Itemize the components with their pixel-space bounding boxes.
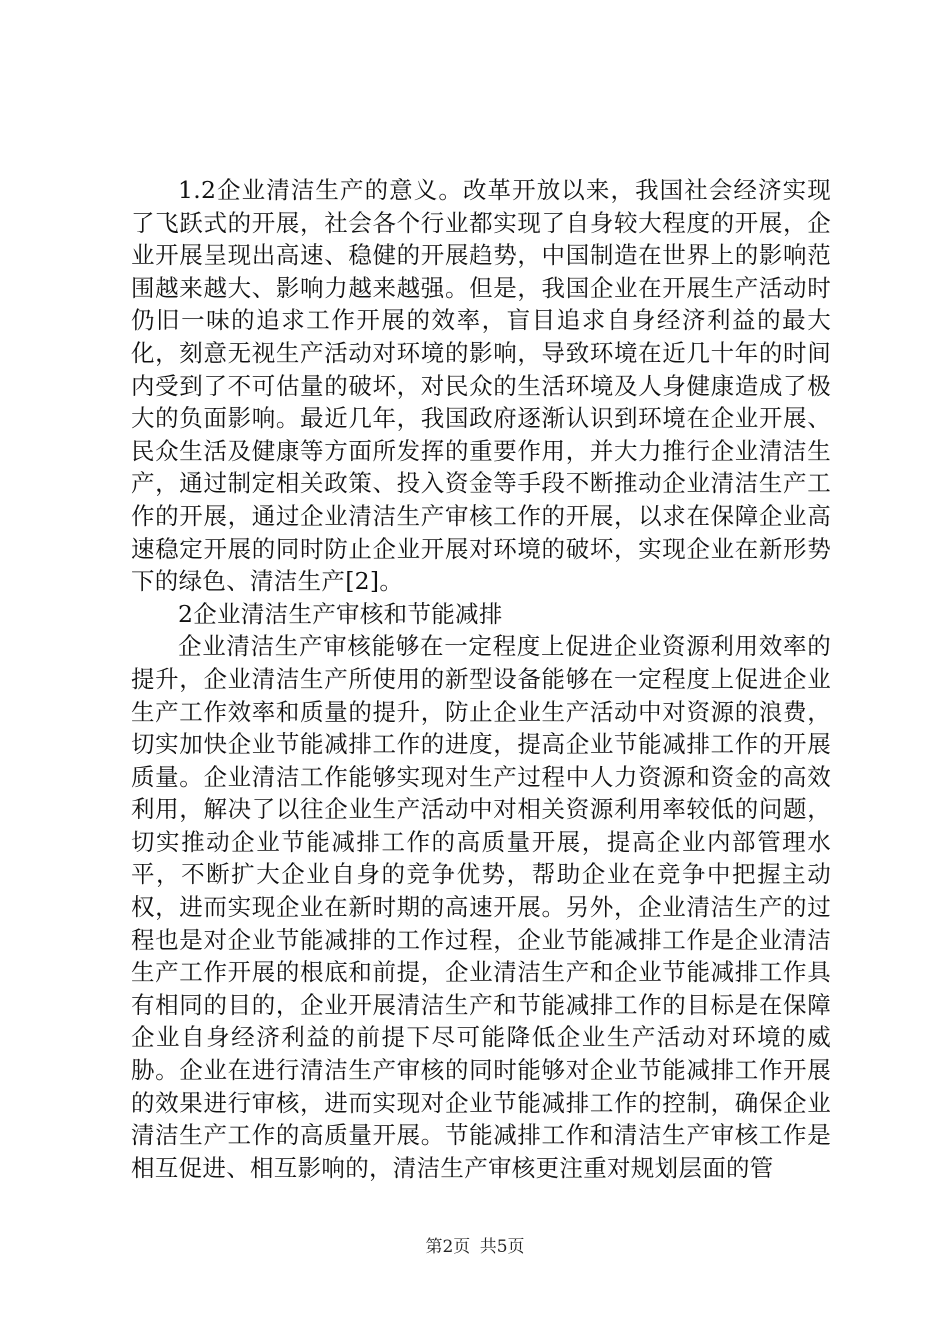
page-total: 共5页 [479, 1237, 525, 1257]
page-number: 第2页 [425, 1237, 471, 1257]
section-heading-audit: 2企业清洁生产审核和节能减排 [178, 599, 503, 628]
paragraph-audit-energy: 企业清洁生产审核能够在一定程度上促进企业资源利用效率的提升，企业清洁生产所使用的新型设备能够在一定程度上促进企业生产工作效率和质量的提升，防止企业生产活动中对资源的浪费，切实加快企业节能减排工作的进度，提高企业节能减排工作的开展质量。企业清洁工作能够实现对生产过程中人力资源和资金的高效利用，解决了以往企业生产活动中对相关资源利用率较低的问题，切实推动企业节能减排工作的高质量开展，提高企业内部管理水平，不断扩大企业自身的竞争优势，帮助企业在竞争中把握主动权，进而实现企业在新时期的高速开展。另外，企业清洁生产的过程也是对企业节能减排的工作过程，企业节能减排工作是企业清洁生产工作开展的根底和前提，企业清洁生产和企业节能减排工作具有相同的目的，企业开展清洁生产和节能减排工作的目标是在保障企业自身经济利益的前提下尽可能降低企业生产活动对环境的威胁。企业在进行清洁生产审核的同时能够对企业节能减排工作开展的效果进行审核，进而实现对企业节能减排工作的控制，确保企业清洁生产工作的高质量开展。节能减排工作和清洁生产审核工作是相互促进、相互影响的，清洁生产审核更注重对规划层面的管 [131, 632, 831, 1182]
paragraph-significance: 1.2企业清洁生产的意义。改革开放以来，我国社会经济实现了飞跃式的开展，社会各个行业都实现了自身较大程度的开展，企业开展呈现出高速、稳健的开展趋势，中国制造在世界上的影响范围越来越大、影响力越来越强。但是，我国企业在开展生产活动时仍旧一味的追求工作开展的效率，盲目追求自身经济利益的最大化，刻意无视生产活动对环境的影响，导致环境在近几十年的时间内受到了不可估量的破坏，对民众的生活环境及人身健康造成了极大的负面影响。最近几年，我国政府逐渐认识到环境在企业开展、民众生活及健康等方面所发挥的重要作用，并大力推行企业清洁生产，通过制定相关政策、投入资金等手段不断推动企业清洁生产工作的开展，通过企业清洁生产审核工作的开展，以求在保障企业高速稳定开展的同时防止企业开展对环境的破坏，实现企业在新形势下的绿色、清洁生产[2]。 [131, 176, 831, 596]
document-body [131, 174, 831, 1184]
page-footer [0, 1236, 950, 1258]
